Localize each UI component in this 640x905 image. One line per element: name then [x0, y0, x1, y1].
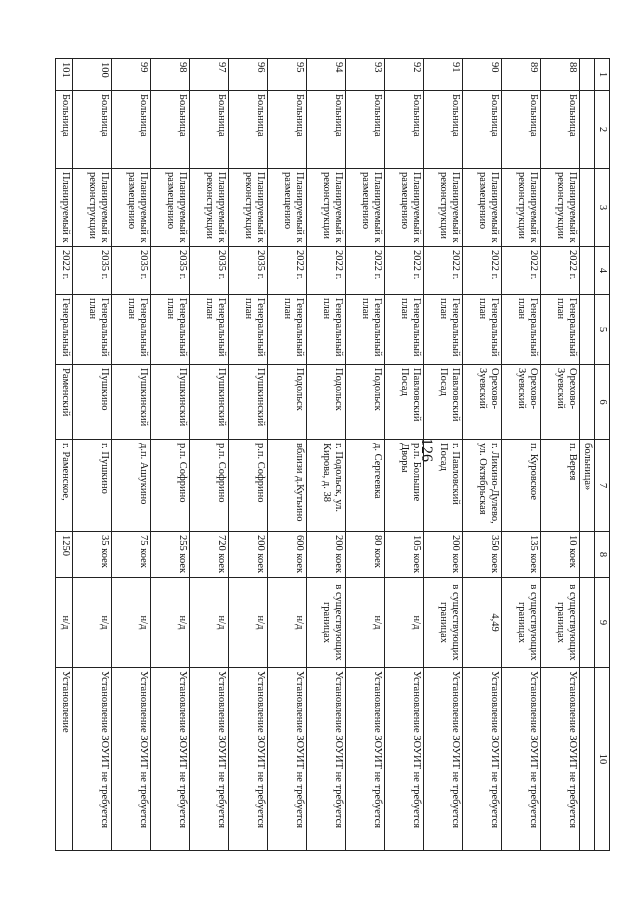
table-body [56, 59, 595, 851]
table-cell: Раменский [56, 365, 73, 440]
table-cell: 600 коек [268, 532, 307, 578]
table-cell: Генеральный план [541, 295, 580, 365]
table-cell: 255 коек [151, 532, 190, 578]
table-cell: 100 [73, 59, 112, 91]
page-number: 126 [418, 438, 435, 462]
table-cell: 2022 г. [268, 247, 307, 295]
table-cell [580, 578, 595, 668]
table-cell: Больница [346, 91, 385, 169]
table-cell: н/д [112, 578, 151, 668]
table-cell: 92 [385, 59, 424, 91]
table-cell: Больница [424, 91, 463, 169]
table-cell: Установление ЗОУИТ не требуется [463, 668, 502, 851]
table-cell: н/д [73, 578, 112, 668]
table-cell: Планируемый к размещению [151, 169, 190, 247]
table-cell: 2035 г. [112, 247, 151, 295]
table-cell: 89 [502, 59, 541, 91]
table-cell: 88 [541, 59, 580, 91]
table-cell: 2022 г. [463, 247, 502, 295]
table-cell: 75 коек [112, 532, 151, 578]
table-cell: Установление ЗОУИТ не требуется [190, 668, 229, 851]
table-cell [580, 91, 595, 169]
table-cell: Установление ЗОУИТ не требуется [112, 668, 151, 851]
table-cell: Пушкино [73, 365, 112, 440]
table-cell [580, 668, 595, 851]
table-cell: Больница [73, 91, 112, 169]
table-cell: Установление ЗОУИТ не требуется [541, 668, 580, 851]
table-cell: Планируемый к размещению [463, 169, 502, 247]
table-row [502, 59, 541, 851]
table-cell: 93 [346, 59, 385, 91]
table-row [73, 59, 112, 851]
table-cell: Планируемый к размещению [112, 169, 151, 247]
table-cell: Планируемый к реконструкции [229, 169, 268, 247]
table-cell [580, 532, 595, 578]
table-cell: Установление [56, 668, 73, 851]
table-row [385, 59, 424, 851]
table-cell: д. Сергеевка [346, 440, 385, 532]
table-cell: 2022 г. [307, 247, 346, 295]
table-cell: Орехово-Зуевский [463, 365, 502, 440]
table-cell: р.п. Софрино [229, 440, 268, 532]
table-row [307, 59, 346, 851]
table-cell [580, 59, 595, 91]
table-cell: Планируемый к [56, 169, 73, 247]
table-cell: Генеральный план [190, 295, 229, 365]
table-cell [580, 247, 595, 295]
table-cell: 200 коек [307, 532, 346, 578]
table-cell: 2022 г. [385, 247, 424, 295]
table-cell: 4,49 [463, 578, 502, 668]
table-cell: Установление ЗОУИТ не требуется [424, 668, 463, 851]
table-cell: 99 [112, 59, 151, 91]
table-cell: Орехово-Зуевский [502, 365, 541, 440]
table-cell: 200 коек [229, 532, 268, 578]
table-cell: Планируемый к реконструкции [307, 169, 346, 247]
table-cell: 2022 г. [541, 247, 580, 295]
table-cell: Больница [151, 91, 190, 169]
table-cell: Пушкинский [190, 365, 229, 440]
table-cell: Подольск [346, 365, 385, 440]
table-cell: н/д [385, 578, 424, 668]
table-cell: 96 [229, 59, 268, 91]
table-cell: Генеральный план [229, 295, 268, 365]
header-cell: 1 [595, 59, 610, 91]
table-cell: Генеральный план [151, 295, 190, 365]
table-row [346, 59, 385, 851]
table-cell: Установление ЗОУИТ не требуется [502, 668, 541, 851]
table-cell: 2035 г. [73, 247, 112, 295]
table-cell: Планируемый к реконструкции [190, 169, 229, 247]
table-cell: 35 коек [73, 532, 112, 578]
table-cell: Пушкинский [151, 365, 190, 440]
header-cell: 9 [595, 578, 610, 668]
table-cell: Пушкинский [229, 365, 268, 440]
table-cell: р.п. Софрино [151, 440, 190, 532]
table-cell: Генеральный план [268, 295, 307, 365]
table-cell: Генеральный план [385, 295, 424, 365]
table-cell: 94 [307, 59, 346, 91]
table-cell: вблизи д.Кутьино [268, 440, 307, 532]
table-cell: Генеральный план [502, 295, 541, 365]
table-cell: Планируемый к размещению [268, 169, 307, 247]
table-cell: г. Подольск, ул. Кирова, д. 38 [307, 440, 346, 532]
table-cell: Установление ЗОУИТ не требуется [73, 668, 112, 851]
table-cell: 10 коек [541, 532, 580, 578]
table-cell: Больница [56, 91, 73, 169]
table-cell: Установление ЗОУИТ не требуется [346, 668, 385, 851]
table-cell: 90 [463, 59, 502, 91]
table-row [541, 59, 580, 851]
table-cell: г. Павловский Посад [424, 440, 463, 532]
table-cell: р.п. Софрино [190, 440, 229, 532]
table-cell: н/д [229, 578, 268, 668]
table-cell: Планируемый к реконструкции [502, 169, 541, 247]
table-cell: Орехово-Зуевский [541, 365, 580, 440]
table-cell: в существующих границах [541, 578, 580, 668]
table-cell: Генеральный план [463, 295, 502, 365]
header-cell: 6 [595, 365, 610, 440]
table-cell: Больница [463, 91, 502, 169]
table-cell: Генеральный план [73, 295, 112, 365]
header-cell: 5 [595, 295, 610, 365]
table-cell: 720 коек [190, 532, 229, 578]
table-cell: Больница [385, 91, 424, 169]
header-cell: 7 [595, 440, 610, 532]
table-cell: Павловский Посад [424, 365, 463, 440]
table-cell: 1250 [56, 532, 73, 578]
table-cell: 200 коек [424, 532, 463, 578]
table-cell: в существующих границах [424, 578, 463, 668]
table-cell: р.п. Большие Дворы [385, 440, 424, 532]
table-cell: Планируемый к реконструкции [541, 169, 580, 247]
table-cell: н/д [190, 578, 229, 668]
table-cell: Больница [268, 91, 307, 169]
table-cell: Павловский Посад [385, 365, 424, 440]
table-cell: 105 коек [385, 532, 424, 578]
table-cell: 2035 г. [151, 247, 190, 295]
table-cell: больница» [580, 440, 595, 532]
table-cell: н/д [346, 578, 385, 668]
table-cell: г. Ликино-Дулево, ул. Октябрьская [463, 440, 502, 532]
table-cell: Больница [229, 91, 268, 169]
table-row [112, 59, 151, 851]
header-cell: 10 [595, 668, 610, 851]
table-cell: Установление ЗОУИТ не требуется [307, 668, 346, 851]
table-cell: Пушкинский [112, 365, 151, 440]
table-cell: 2022 г. [346, 247, 385, 295]
table-cell: г. Пушкино [73, 440, 112, 532]
table-cell: н/д [56, 578, 73, 668]
table-cell: 2022 г. [424, 247, 463, 295]
table-cell: 2035 г. [190, 247, 229, 295]
table-cell [580, 169, 595, 247]
table-row [151, 59, 190, 851]
rotated-table-wrapper [60, 58, 610, 850]
table-cell: 350 коек [463, 532, 502, 578]
table-cell: в существующих границах [307, 578, 346, 668]
table-cell: Установление ЗОУИТ не требуется [268, 668, 307, 851]
table-cell: н/д [151, 578, 190, 668]
table-cell: Планируемый к размещению [346, 169, 385, 247]
table-cell: Генеральный [56, 295, 73, 365]
table-cell: п. Куровское [502, 440, 541, 532]
table-cell: 2022 г. [56, 247, 73, 295]
table-cell: 135 коек [502, 532, 541, 578]
table-cell: в существующих границах [502, 578, 541, 668]
table-cell: Планируемый к размещению [385, 169, 424, 247]
table-row [190, 59, 229, 851]
table-cell: Планируемый к реконструкции [424, 169, 463, 247]
table-cell: 101 [56, 59, 73, 91]
table-cell: п. Верея [541, 440, 580, 532]
header-row [595, 59, 610, 851]
table-row [268, 59, 307, 851]
table-cell: Больница [190, 91, 229, 169]
table-cell: Генеральный план [112, 295, 151, 365]
header-cell: 3 [595, 169, 610, 247]
table-cell: Генеральный план [346, 295, 385, 365]
table-cell [580, 365, 595, 440]
table-cell: г. Раменское, [56, 440, 73, 532]
table-cell: 2035 г. [229, 247, 268, 295]
table-cell: 80 коек [346, 532, 385, 578]
table-cell: 97 [190, 59, 229, 91]
table-cell: Больница [541, 91, 580, 169]
table-cell: Установление ЗОУИТ не требуется [151, 668, 190, 851]
table-cell [580, 295, 595, 365]
table-cell: 2022 г. [502, 247, 541, 295]
table-cell: 95 [268, 59, 307, 91]
table-row [229, 59, 268, 851]
table-cell: д.п. Ашукино [112, 440, 151, 532]
facilities-table [55, 58, 610, 851]
header-cell: 4 [595, 247, 610, 295]
table-cell: Больница [307, 91, 346, 169]
table-cell: Генеральный план [307, 295, 346, 365]
table-row [463, 59, 502, 851]
table-cell: Планируемый к реконструкции [73, 169, 112, 247]
table-row-continued [580, 59, 595, 851]
table-cell: Подольск [268, 365, 307, 440]
table-cell: Установление ЗОУИТ не требуется [229, 668, 268, 851]
header-cell: 2 [595, 91, 610, 169]
table-cell: Генеральный план [424, 295, 463, 365]
table-row-cut [56, 59, 73, 851]
table-cell: 98 [151, 59, 190, 91]
table-cell: Больница [502, 91, 541, 169]
table-row [424, 59, 463, 851]
header-cell: 8 [595, 532, 610, 578]
table-cell: Больница [112, 91, 151, 169]
table-cell: Установление ЗОУИТ не требуется [385, 668, 424, 851]
table-cell: н/д [268, 578, 307, 668]
table-cell: 91 [424, 59, 463, 91]
table-cell: Подольск [307, 365, 346, 440]
